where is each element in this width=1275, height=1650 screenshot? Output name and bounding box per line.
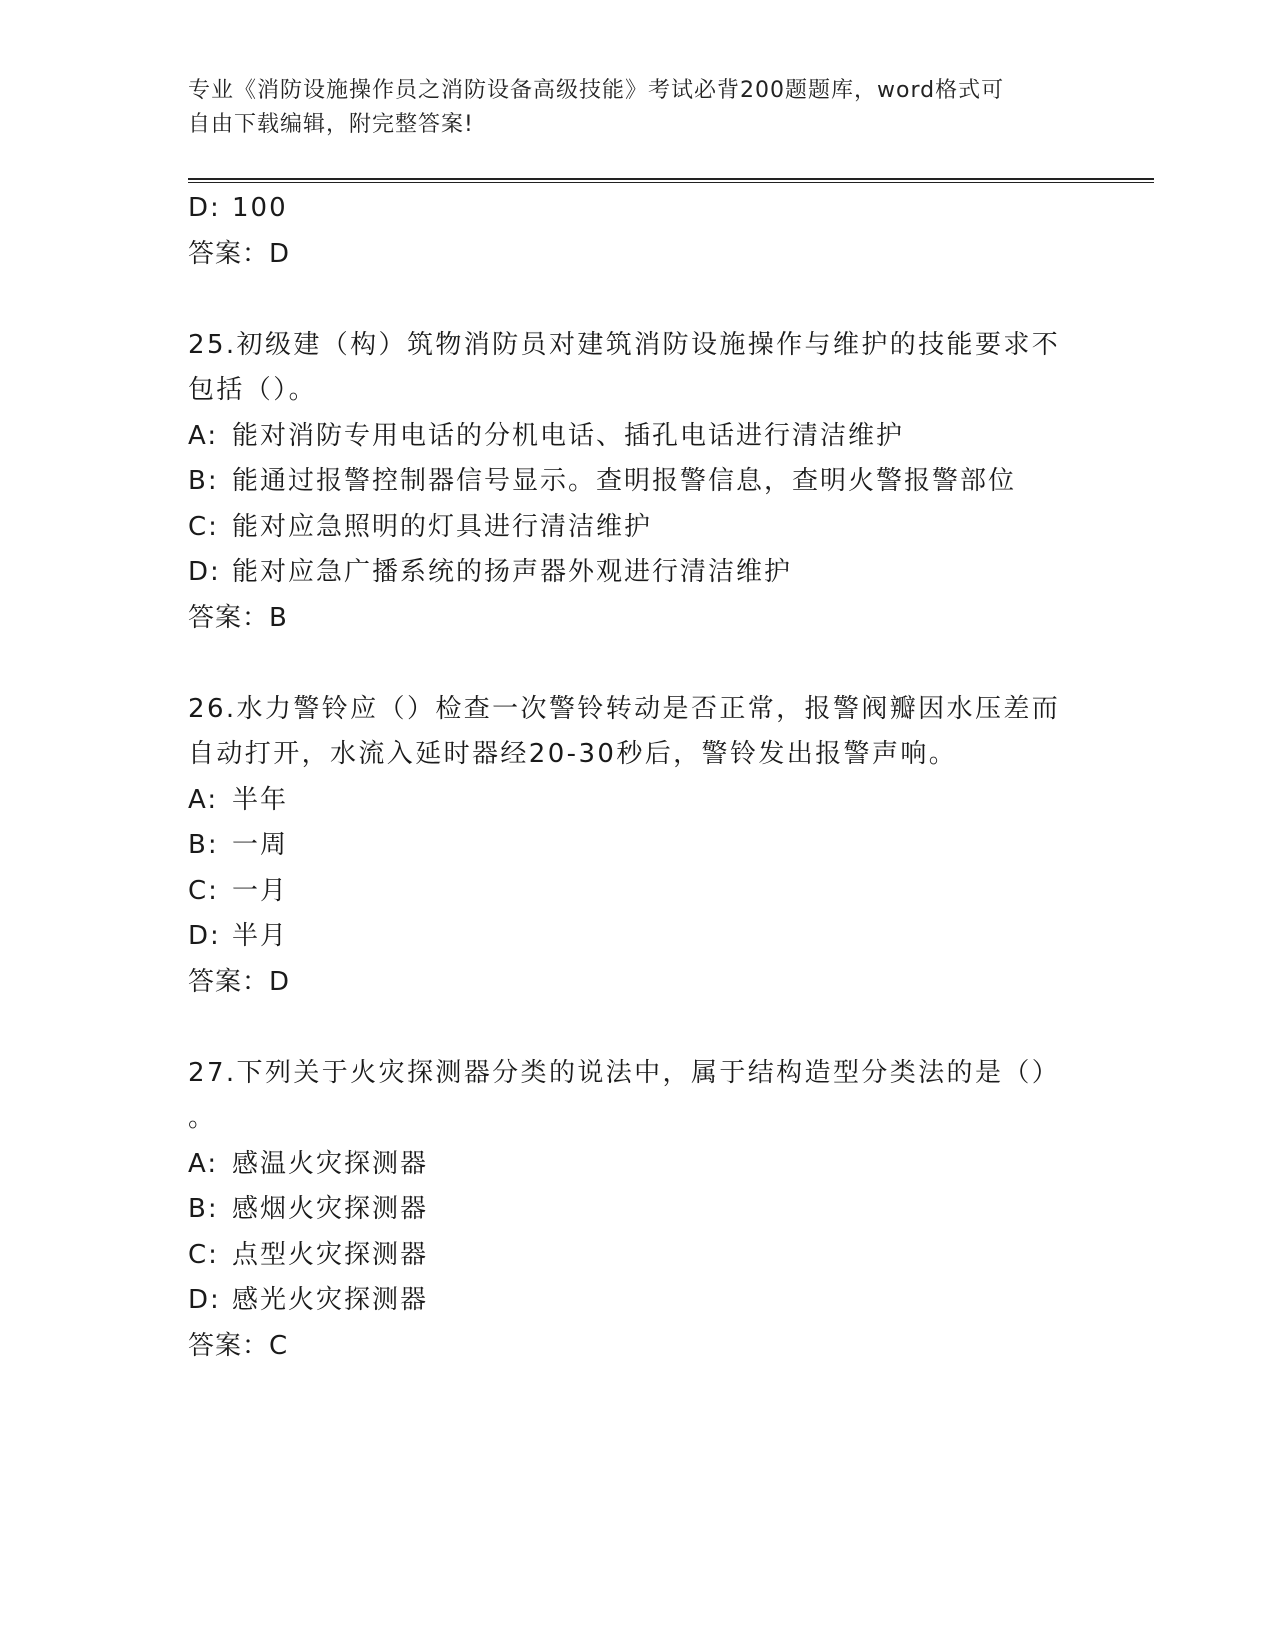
answer-line: 答案：D xyxy=(188,238,291,269)
option-text: 点型火灾探测器 xyxy=(232,1239,429,1270)
option-text: 感温火灾探测器 xyxy=(232,1148,429,1179)
option-text: 半年 xyxy=(232,784,289,815)
option-text: 感烟火灾探测器 xyxy=(232,1194,429,1224)
option-label: B: xyxy=(188,1194,219,1224)
option-label: C: xyxy=(188,875,219,906)
option-text: 100 xyxy=(232,193,288,223)
option-label: D: xyxy=(188,921,221,951)
question-block-25 xyxy=(188,323,1148,642)
option-d xyxy=(188,1278,1148,1324)
option-label: D: xyxy=(188,557,221,587)
option-label: C: xyxy=(188,1239,219,1270)
option-text: 能通过报警控制器信号显示。查明报警信息，查明火警报警部位 xyxy=(232,466,1017,496)
header-title-line-2: 自由下载编辑，附完整答案! xyxy=(188,112,474,137)
question-text-line-1: 26.水力警铃应（）检查一次警铃转动是否正常，报警阀瓣因水压差而 xyxy=(188,693,1061,724)
document-header xyxy=(188,74,1088,142)
option-c xyxy=(188,869,1148,915)
question-text-line-1: 27.下列关于火灾探测器分类的说法中，属于结构造型分类法的是（） xyxy=(188,1057,1061,1088)
option-label: D: xyxy=(188,1285,221,1315)
option-label: A: xyxy=(188,784,219,815)
option-a xyxy=(188,414,1148,460)
option-text: 一周 xyxy=(232,830,289,860)
option-c xyxy=(188,505,1148,551)
question-text-line-2: 自动打开，水流入延时器经20-30秒后，警铃发出报警声响。 xyxy=(188,739,958,769)
option-label: C: xyxy=(188,511,219,542)
option-b xyxy=(188,459,1148,505)
header-divider xyxy=(188,178,1154,183)
option-text: 半月 xyxy=(232,921,289,951)
option-b xyxy=(188,823,1148,869)
answer-line: 答案：D xyxy=(188,966,291,997)
question-content xyxy=(188,186,1148,1369)
option-text: 感光火灾探测器 xyxy=(232,1285,429,1315)
question-block-26 xyxy=(188,687,1148,1006)
option-text: 能对消防专用电话的分机电话、插孔电话进行清洁维护 xyxy=(232,420,905,451)
option-label: A: xyxy=(188,1148,219,1179)
option-label: A: xyxy=(188,420,219,451)
header-title-line-1: 专业《消防设施操作员之消防设备高级技能》考试必背200题题库，word格式可 xyxy=(188,78,1005,103)
option-b xyxy=(188,1187,1148,1233)
option-d xyxy=(188,914,1148,960)
answer-line: 答案：B xyxy=(188,602,288,633)
option-text: 能对应急广播系统的扬声器外观进行清洁维护 xyxy=(232,557,793,587)
question-text-line-2: 。 xyxy=(188,1103,217,1133)
option-text: 一月 xyxy=(232,875,289,906)
option-d xyxy=(188,186,1148,232)
question-block-27 xyxy=(188,1051,1148,1370)
option-label: B: xyxy=(188,830,219,860)
question-text-line-1: 25.初级建（构）筑物消防员对建筑消防设施操作与维护的技能要求不 xyxy=(188,329,1061,360)
option-c xyxy=(188,1233,1148,1279)
option-d xyxy=(188,550,1148,596)
answer-line: 答案：C xyxy=(188,1330,289,1361)
option-a xyxy=(188,778,1148,824)
option-label: D: xyxy=(188,193,221,223)
option-text: 能对应急照明的灯具进行清洁维护 xyxy=(232,511,653,542)
option-label: B: xyxy=(188,466,219,496)
question-text-line-2: 包括（）。 xyxy=(188,375,318,405)
option-a xyxy=(188,1142,1148,1188)
